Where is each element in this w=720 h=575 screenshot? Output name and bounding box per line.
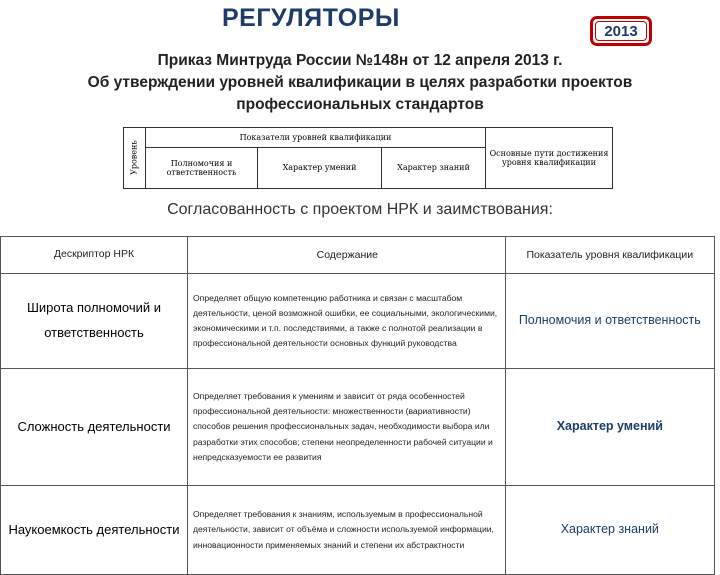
level-column [124,128,146,188]
indicator-cell: Характер знаний [505,486,714,575]
header-indicator: Показатель уровня квалификации [505,237,714,274]
order-line-1: Приказ Минтруда России №148н от 12 апреля 2013 г. [157,52,563,69]
content-cell: Определяет требования к умениям и зависит от ряда особенностей профессиональной деятельности: множественности (вариативности) способов решения профессиональных задач, необходимости выбора или разработки этих способов; степени неопределенности рабочей ситуации и непредсказуемости ее развития [187,369,505,486]
page-title: РЕГУЛЯТОРЫ [222,4,400,32]
indicators-header: Показатели уровней квалификации [146,128,486,148]
level-label: Уровень [129,140,139,176]
descriptor-cell: Наукоемкость деятельности [1,486,188,575]
table-row [1,369,715,486]
table-row [1,486,715,575]
qualification-levels-table [123,127,613,189]
nrk-descriptors-table [0,236,715,575]
nrk-section-title: Согласованность с проектом НРК и заимствования: [167,201,553,218]
knowledge-column-header: Характер знаний [382,148,486,188]
header-content: Содержание [187,237,505,274]
indicator-cell: Характер умений [505,369,714,486]
content-cell: Определяет общую компетенцию работника и связан с масштабом деятельности, ценой возможной ошибки, ее социальными, экологическими, экономическими и т.п. последствиями, а также с полнотой реализации в профессиональной деятельности основных функций руководства [187,274,505,369]
content-cell: Определяет требования к знаниям, используемым в профессиональной деятельности, зависит от объёма и сложности используемой информации, инновационности применяемых знаний и степени их абстрактности [187,486,505,575]
order-line-2: Об утверждении уровней квалификации в целях разработки проектов [87,74,633,91]
indicator-cell: Полномочия и ответственность [505,274,714,369]
order-line-3: профессиональных стандартов [236,96,484,113]
descriptor-cell: Сложность деятельности [1,369,188,486]
ways-column-header: Основные пути достижения уровня квалификации [489,148,609,167]
table-header-row [1,237,715,274]
skills-column-header: Характер умений [258,148,382,188]
descriptor-cell: Широта полномочий и ответственность [1,274,188,369]
year-badge: 2013 [590,16,652,46]
header-descriptor: Дескриптор НРК [1,237,188,274]
table-row [1,274,715,369]
authority-column-header: Полномочия и ответственность [146,148,258,188]
